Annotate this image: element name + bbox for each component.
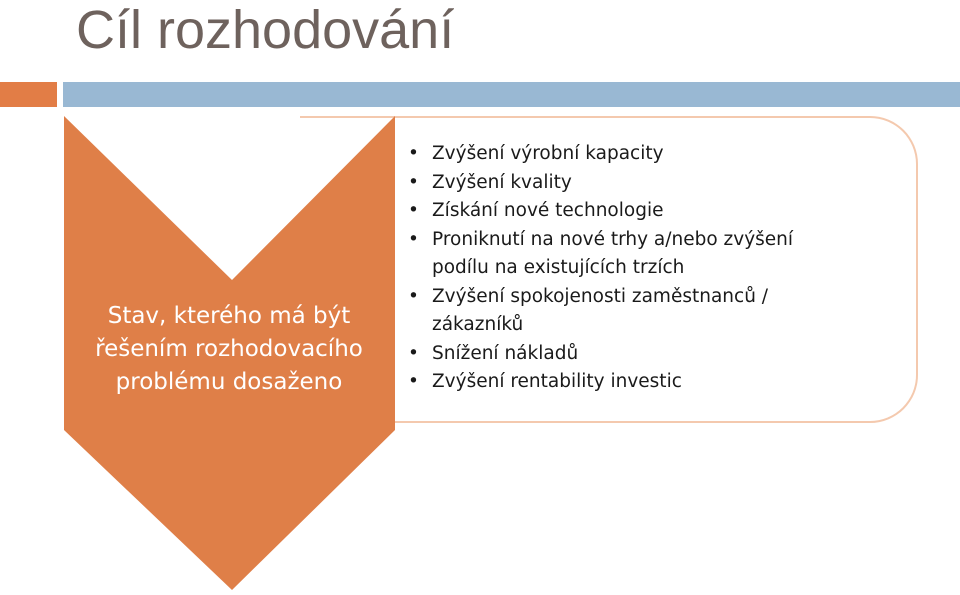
goals-list [408, 140, 908, 397]
goal-item: • Získání nové technologie [408, 197, 908, 226]
goal-item: • Zvýšení kvality [408, 169, 908, 198]
goal-item: • Zvýšení výrobní kapacity [408, 140, 908, 169]
goal-definition-line: problému dosaženo [115, 369, 343, 395]
goal-definition-line: Stav, kterého má být [107, 303, 351, 329]
goal-item: • Proniknutí na nové trhy a/nebo zvýšení podílu na existujících trzích [408, 226, 908, 283]
goal-item: • Zvýšení rentability investic [408, 368, 908, 397]
goal-definition-line: řešením rozhodovacího [95, 336, 363, 362]
slide-title: Cíl rozhodování [76, 0, 455, 60]
goal-definition [64, 300, 394, 399]
goal-item: • Zvýšení spokojenosti zaměstnanců / zákazníků [408, 283, 908, 340]
goal-item: • Snížení nákladů [408, 340, 908, 369]
